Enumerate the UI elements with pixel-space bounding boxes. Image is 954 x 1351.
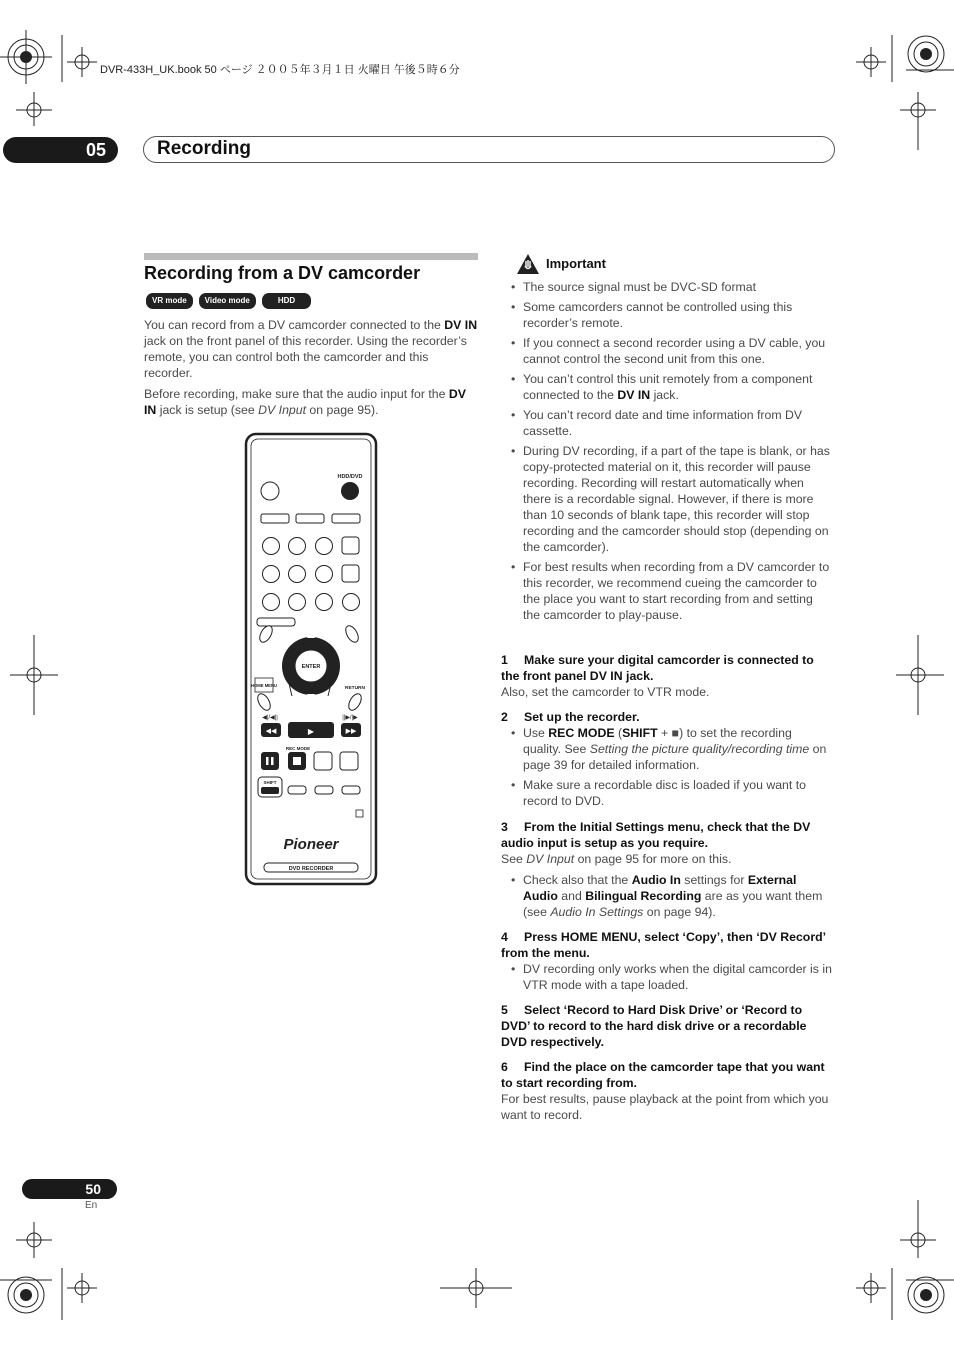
important-item: • During DV recording, if a part of the tape is blank, or has copy-protected material on it, this recorder will pause recording. Recording will restart automatically when there is a recordable signal. However, if there is more than 10 seconds of blank tape, this recorder will stop recording and the camcorder should stop (depending on the camcorder). [501, 443, 833, 555]
remote-enter-label: ENTER [301, 664, 321, 670]
chapter-number: 05 [3, 137, 118, 163]
remote-control-illustration [244, 432, 380, 888]
remote-brand-logo: Pioneer [283, 836, 339, 853]
badge-hdd: HDD [262, 293, 311, 309]
section-title: Recording from a DV camcorder [144, 263, 421, 283]
mode-badges [146, 293, 311, 309]
remote-return-label: RETURN [345, 686, 365, 691]
remote-rec-mode-label: REC MODE [285, 746, 311, 751]
svg-text:◀|/◀||: ◀|/◀|| [262, 715, 278, 721]
section-rule [144, 253, 478, 260]
svg-text:▶: ▶ [307, 727, 315, 736]
warning-icon [516, 253, 540, 275]
important-item: • For best results when recording from a DV camcorder to this recorder, we recommend cueing the camcorder to the place you want to start recording from and setting the camcorder to play-pause. [501, 559, 833, 623]
step-3: 3 From the Initial Settings menu, check that the DV audio input is setup as you require. See DV Input on page 95 for more on this. • Check also that the Audio In settings for External Audio and Bilingual Recording are as you want them (see Audio In Settings on page 94). [501, 819, 833, 924]
remote-shift-label: SHIFT [263, 780, 277, 785]
step-4: 4 Press HOME MENU, select ‘Copy’, then ‘DV Record’ from the menu. • DV recording only works when the digital camcorder is in VTR mode with a tape loaded. [501, 929, 833, 997]
step-4-bullet: • DV recording only works when the digital camcorder is in VTR mode with a tape loaded. [501, 961, 833, 993]
important-item: • The source signal must be DVC-SD format [501, 279, 833, 295]
important-item: • Some camcorders cannot be controlled using this recorder’s remote. [501, 299, 833, 331]
intro-paragraph-1: You can record from a DV camcorder connected to the DV IN jack on the front panel of this recorder. Using the recorder’s remote, you can control both the camcorder and this recorder. [144, 318, 478, 380]
important-item: • You can’t control this unit remotely from a component connected to the DV IN jack. [501, 371, 833, 403]
badge-video-mode: Video mode [199, 293, 256, 309]
important-item: • You can’t record date and time information from DV cassette. [501, 407, 833, 439]
step-2-bullet: • Make sure a recordable disc is loaded if you want to record to DVD. [501, 777, 833, 809]
important-item: • If you connect a second recorder using a DV cable, you cannot control the second unit from this one. [501, 335, 833, 367]
step-6: 6 Find the place on the camcorder tape that you want to start recording from. For best results, pause playback at the point from which you want to record. [501, 1060, 829, 1122]
remote-hdd-dvd-label: HDD/DVD [337, 474, 363, 480]
svg-text:▶▶: ▶▶ [345, 728, 357, 735]
badge-vr-mode: VR mode [146, 293, 193, 309]
important-heading: Important [546, 256, 606, 271]
print-header: DVR-433H_UK.book 50 ページ ２００５年３月１日 火曜日 午後５時６分 [100, 64, 460, 76]
step-2-bullet: • Use REC MODE (SHIFT + ■) to set the recording quality. See Setting the picture quality/recording time on page 39 for detailed information. [501, 725, 833, 773]
important-list [501, 279, 833, 627]
svg-text:◀◀: ◀◀ [265, 728, 277, 735]
remote-home-menu-label: HOME MENU [250, 683, 278, 688]
step-2: 2 Set up the recorder. • Use REC MODE (SHIFT + ■) to set the recording quality. See Setting the picture quality/recording time on page 39 for detailed information. • Make sure a recordable disc is loaded if you want to record to DVD. [501, 709, 833, 813]
remote-model-label: DVD RECORDER [288, 866, 334, 872]
step-5: 5 Select ‘Record to Hard Disk Drive’ or ‘Record to DVD’ to record to the hard disk drive or a recordable DVD respectively. [501, 1003, 807, 1049]
page-number: 50 [22, 1179, 117, 1199]
step-1: 1 Make sure your digital camcorder is connected to the front panel DV IN jack. Also, set the camcorder to VTR mode. [501, 653, 814, 699]
intro-paragraph-2: Before recording, make sure that the audio input for the DV IN jack is setup (see DV Input on page 95). [144, 387, 466, 417]
page-language: En [85, 1200, 98, 1211]
svg-text:||▶/|▶: ||▶/|▶ [342, 715, 358, 721]
step-3-bullet: • Check also that the Audio In settings for External Audio and Bilingual Recording are as you want them (see Audio In Settings on page 94). [501, 872, 833, 920]
chapter-title: Recording [157, 138, 251, 159]
